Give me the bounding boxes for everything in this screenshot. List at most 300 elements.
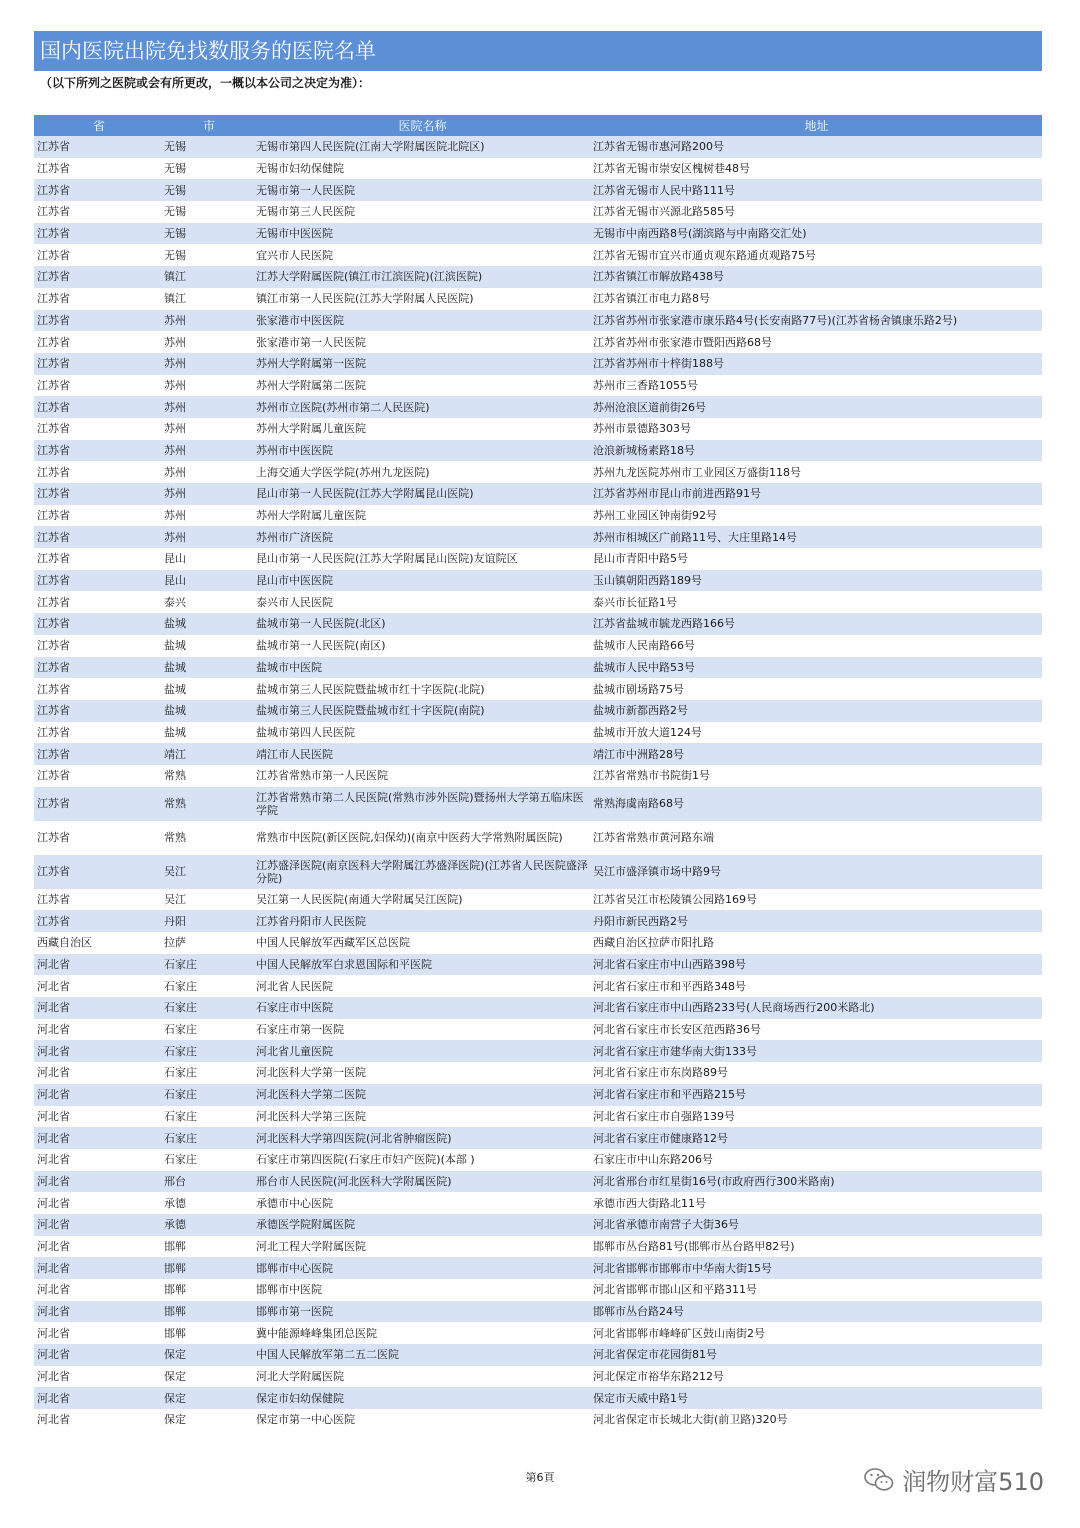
table-row [34,1062,1042,1084]
cell-city: 邯郸 [164,1301,254,1323]
cell-hospital-name: 张家港市第一人民医院 [254,331,591,353]
cell-city: 石家庄 [164,1084,254,1106]
cell-city: 石家庄 [164,1062,254,1084]
cell-address: 河北省邯郸市峰峰矿区鼓山南街2号 [591,1322,1042,1344]
cell-city: 盐城 [164,678,254,700]
cell-province: 江苏省 [34,700,164,722]
cell-hospital-name: 苏州市立医院(苏州市第二人民医院) [254,396,591,418]
cell-address: 江苏省苏州市昆山市前进西路91号 [591,483,1042,505]
cell-hospital-name: 盐城市第三人民医院暨盐城市红十字医院(北院) [254,678,591,700]
cell-city: 无锡 [164,223,254,245]
cell-hospital-name: 昆山市第一人民医院(江苏大学附属昆山医院) [254,483,591,505]
cell-hospital-name: 河北医科大学第一医院 [254,1062,591,1084]
cell-province: 江苏省 [34,722,164,744]
table-row [34,975,1042,997]
table-row [34,1106,1042,1128]
cell-hospital-name: 石家庄市第一医院 [254,1019,591,1041]
table-row [34,700,1042,722]
cell-city: 邢台 [164,1171,254,1193]
cell-city: 苏州 [164,440,254,462]
cell-city: 苏州 [164,505,254,527]
cell-province: 江苏省 [34,526,164,548]
cell-city: 承德 [164,1214,254,1236]
table-row [34,310,1042,332]
table-row [34,954,1042,976]
cell-hospital-name: 昆山市第一人民医院(江苏大学附属昆山医院)友谊院区 [254,548,591,570]
cell-city: 苏州 [164,310,254,332]
cell-address: 江苏省常熟市书院街1号 [591,765,1042,787]
cell-province: 河北省 [34,1366,164,1388]
table-row [34,1127,1042,1149]
cell-province: 江苏省 [34,678,164,700]
cell-hospital-name: 中国人民解放军西藏军区总医院 [254,932,591,954]
cell-province: 河北省 [34,1192,164,1214]
cell-hospital-name: 河北省儿童医院 [254,1040,591,1062]
cell-hospital-name: 承德医学院附属医院 [254,1214,591,1236]
table-row [34,223,1042,245]
cell-hospital-name: 盐城市中医院 [254,657,591,679]
cell-hospital-name: 宜兴市人民医院 [254,244,591,266]
cell-province: 江苏省 [34,418,164,440]
cell-city: 苏州 [164,461,254,483]
cell-province: 河北省 [34,1062,164,1084]
cell-province: 河北省 [34,975,164,997]
cell-hospital-name: 无锡市妇幼保健院 [254,158,591,180]
cell-address: 江苏省盐城市毓龙西路166号 [591,613,1042,635]
cell-city: 苏州 [164,483,254,505]
table-row [34,570,1042,592]
cell-hospital-name: 中国人民解放军第二五二医院 [254,1344,591,1366]
cell-city: 镇江 [164,288,254,310]
cell-province: 江苏省 [34,889,164,911]
table-row [34,201,1042,223]
cell-hospital-name: 承德市中心医院 [254,1192,591,1214]
cell-city: 承德 [164,1192,254,1214]
table-row [34,375,1042,397]
cell-city: 苏州 [164,353,254,375]
cell-city: 石家庄 [164,1149,254,1171]
cell-address: 承德市西大街路北11号 [591,1192,1042,1214]
cell-hospital-name: 冀中能源峰峰集团总医院 [254,1322,591,1344]
cell-hospital-name: 保定市第一中心医院 [254,1409,591,1431]
table-row [34,855,1042,889]
cell-hospital-name: 吴江第一人民医院(南通大学附属吴江医院) [254,889,591,911]
cell-city: 石家庄 [164,954,254,976]
cell-province: 河北省 [34,1409,164,1431]
cell-hospital-name: 张家港市中医医院 [254,310,591,332]
cell-province: 江苏省 [34,375,164,397]
table-row [34,932,1042,954]
cell-province: 西藏自治区 [34,932,164,954]
cell-city: 保定 [164,1344,254,1366]
cell-province: 江苏省 [34,223,164,245]
cell-hospital-name: 上海交通大学医学院(苏州九龙医院) [254,461,591,483]
cell-province: 江苏省 [34,440,164,462]
cell-address: 盐城市新都西路2号 [591,700,1042,722]
cell-city: 石家庄 [164,975,254,997]
table-row [34,1322,1042,1344]
cell-hospital-name: 江苏省常熟市第一人民医院 [254,765,591,787]
cell-province: 河北省 [34,1344,164,1366]
cell-address: 无锡市中南西路8号(湖滨路与中南路交汇处) [591,223,1042,245]
cell-province: 河北省 [34,1236,164,1258]
cell-address: 河北省保定市长城北大街(前卫路)320号 [591,1409,1042,1431]
cell-city: 石家庄 [164,1127,254,1149]
cell-province: 河北省 [34,1279,164,1301]
cell-province: 江苏省 [34,855,164,889]
cell-city: 苏州 [164,396,254,418]
cell-address: 苏州市三香路1055号 [591,375,1042,397]
cell-province: 江苏省 [34,591,164,613]
table-row [34,821,1042,855]
cell-hospital-name: 中国人民解放军白求恩国际和平医院 [254,954,591,976]
table-row [34,910,1042,932]
cell-city: 石家庄 [164,1040,254,1062]
header-hospital-name: 医院名称 [254,115,591,136]
cell-province: 江苏省 [34,821,164,855]
cell-city: 无锡 [164,136,254,158]
table-row [34,997,1042,1019]
cell-hospital-name: 河北大学附属医院 [254,1366,591,1388]
cell-hospital-name: 泰兴市人民医院 [254,591,591,613]
cell-province: 江苏省 [34,353,164,375]
cell-province: 河北省 [34,997,164,1019]
watermark-text: 润物财富510 [902,1468,1044,1496]
cell-hospital-name: 江苏盛泽医院(南京医科大学附属江苏盛泽医院)(江苏省人民医院盛泽分院) [254,855,591,889]
cell-province: 河北省 [34,1019,164,1041]
cell-city: 吴江 [164,889,254,911]
table-row [34,1387,1042,1409]
cell-address: 河北省邯郸市邯郸市中华南大街15号 [591,1257,1042,1279]
header-city: 市 [164,115,254,136]
cell-city: 保定 [164,1366,254,1388]
table-row [34,1257,1042,1279]
cell-address: 河北省石家庄市和平西路215号 [591,1084,1042,1106]
table-row [34,1236,1042,1258]
table-row [34,440,1042,462]
cell-province: 河北省 [34,1106,164,1128]
cell-city: 苏州 [164,375,254,397]
cell-province: 江苏省 [34,505,164,527]
cell-hospital-name: 邯郸市第一医院 [254,1301,591,1323]
cell-address: 河北省邯郸市邯山区和平路311号 [591,1279,1042,1301]
cell-province: 江苏省 [34,310,164,332]
header-address: 地址 [591,115,1042,136]
table-row [34,1019,1042,1041]
cell-province: 河北省 [34,954,164,976]
cell-province: 河北省 [34,1040,164,1062]
cell-province: 江苏省 [34,743,164,765]
cell-city: 苏州 [164,526,254,548]
cell-city: 无锡 [164,158,254,180]
table-row [34,743,1042,765]
cell-address: 河北省邢台市红星街16号(市政府西行300米路南) [591,1171,1042,1193]
table-row [34,179,1042,201]
cell-city: 吴江 [164,855,254,889]
table-row [34,396,1042,418]
cell-address: 河北保定市裕华东路212号 [591,1366,1042,1388]
cell-hospital-name: 江苏省常熟市第二人民医院(常熟市涉外医院)暨扬州大学第五临床医学院 [254,787,591,821]
cell-hospital-name: 无锡市中医医院 [254,223,591,245]
cell-address: 盐城市人民南路66号 [591,635,1042,657]
table-row [34,418,1042,440]
cell-province: 江苏省 [34,570,164,592]
hospital-table [34,115,1042,1431]
cell-address: 河北省承德市南营子大街36号 [591,1214,1042,1236]
table-row [34,657,1042,679]
cell-address: 河北省石家庄市和平西路348号 [591,975,1042,997]
cell-address: 盐城市人民中路53号 [591,657,1042,679]
header-province: 省 [34,115,164,136]
cell-address: 江苏省镇江市解放路438号 [591,266,1042,288]
cell-province: 江苏省 [34,461,164,483]
cell-address: 河北省石家庄市中山西路398号 [591,954,1042,976]
cell-hospital-name: 盐城市第一人民医院(北区) [254,613,591,635]
cell-province: 江苏省 [34,635,164,657]
table-row [34,1366,1042,1388]
cell-hospital-name: 无锡市第一人民医院 [254,179,591,201]
table-row [34,1214,1042,1236]
cell-hospital-name: 镇江市第一人民医院(江苏大学附属人民医院) [254,288,591,310]
table-row [34,505,1042,527]
cell-city: 邯郸 [164,1257,254,1279]
cell-province: 江苏省 [34,201,164,223]
cell-hospital-name: 常熟市中医院(新区医院,妇保幼)(南京中医药大学常熟附属医院) [254,821,591,855]
table-row [34,787,1042,821]
cell-city: 无锡 [164,179,254,201]
cell-address: 盐城市剧场路75号 [591,678,1042,700]
cell-city: 丹阳 [164,910,254,932]
cell-city: 盐城 [164,635,254,657]
page-subtitle: （以下所列之医院或会有所更改，一概以本公司之决定为准）： [40,76,371,90]
cell-city: 无锡 [164,201,254,223]
cell-province: 江苏省 [34,244,164,266]
cell-province: 河北省 [34,1171,164,1193]
wechat-icon [864,1467,894,1493]
cell-address: 玉山镇朝阳西路189号 [591,570,1042,592]
table-row [34,526,1042,548]
cell-address: 江苏省苏州市张家港市康乐路4号(长安南路77号)(江苏省杨舍镇康乐路2号) [591,310,1042,332]
cell-address: 江苏省苏州市张家港市暨阳西路68号 [591,331,1042,353]
cell-address: 保定市天威中路1号 [591,1387,1042,1409]
cell-hospital-name: 邯郸市中医院 [254,1279,591,1301]
cell-address: 邯郸市丛台路24号 [591,1301,1042,1323]
cell-province: 江苏省 [34,765,164,787]
cell-city: 盐城 [164,657,254,679]
cell-province: 河北省 [34,1127,164,1149]
cell-hospital-name: 邯郸市中心医院 [254,1257,591,1279]
cell-hospital-name: 江苏大学附属医院(镇江市江滨医院)(江滨医院) [254,266,591,288]
table-row [34,613,1042,635]
cell-city: 拉萨 [164,932,254,954]
cell-city: 石家庄 [164,1106,254,1128]
cell-address: 河北省石家庄市东岗路89号 [591,1062,1042,1084]
cell-hospital-name: 苏州大学附属儿童医院 [254,505,591,527]
cell-city: 靖江 [164,743,254,765]
cell-address: 河北省保定市花园街81号 [591,1344,1042,1366]
cell-province: 江苏省 [34,787,164,821]
cell-address: 江苏省吴江市松陵镇公园路169号 [591,889,1042,911]
cell-hospital-name: 昆山市中医医院 [254,570,591,592]
cell-hospital-name: 盐城市第一人民医院(南区) [254,635,591,657]
cell-hospital-name: 盐城市第四人民医院 [254,722,591,744]
cell-address: 石家庄市中山东路206号 [591,1149,1042,1171]
table-row [34,158,1042,180]
cell-province: 河北省 [34,1322,164,1344]
cell-city: 苏州 [164,331,254,353]
cell-address: 苏州沧浪区道前街26号 [591,396,1042,418]
cell-hospital-name: 河北省人民医院 [254,975,591,997]
cell-hospital-name: 邢台市人民医院(河北医科大学附属医院) [254,1171,591,1193]
cell-province: 河北省 [34,1257,164,1279]
cell-address: 盐城市开放大道124号 [591,722,1042,744]
cell-province: 河北省 [34,1387,164,1409]
table-row [34,591,1042,613]
cell-address: 邯郸市丛台路81号(邯郸市丛台路甲82号) [591,1236,1042,1258]
cell-city: 保定 [164,1409,254,1431]
cell-city: 镇江 [164,266,254,288]
cell-city: 常熟 [164,765,254,787]
cell-province: 江苏省 [34,179,164,201]
cell-address: 河北省石家庄市健康路12号 [591,1127,1042,1149]
table-row [34,288,1042,310]
cell-address: 江苏省苏州市十梓街188号 [591,353,1042,375]
cell-province: 江苏省 [34,613,164,635]
table-row [34,483,1042,505]
cell-hospital-name: 无锡市第四人民医院(江南大学附属医院北院区) [254,136,591,158]
table-row [34,1344,1042,1366]
table-row [34,1084,1042,1106]
watermark [864,1462,1044,1497]
cell-province: 河北省 [34,1084,164,1106]
cell-province: 江苏省 [34,331,164,353]
cell-address: 河北省石家庄市建华南大街133号 [591,1040,1042,1062]
cell-address: 河北省石家庄市自强路139号 [591,1106,1042,1128]
cell-address: 泰兴市长征路1号 [591,591,1042,613]
cell-hospital-name: 盐城市第三人民医院暨盐城市红十字医院(南院) [254,700,591,722]
table-row [34,889,1042,911]
cell-city: 盐城 [164,722,254,744]
cell-address: 江苏省无锡市人民中路111号 [591,179,1042,201]
cell-address: 苏州市相城区广前路11号、大庄里路14号 [591,526,1042,548]
cell-province: 江苏省 [34,657,164,679]
cell-hospital-name: 苏州市中医医院 [254,440,591,462]
cell-address: 江苏省无锡市兴源北路585号 [591,201,1042,223]
cell-province: 江苏省 [34,396,164,418]
table-row [34,678,1042,700]
cell-city: 石家庄 [164,997,254,1019]
cell-hospital-name: 保定市妇幼保健院 [254,1387,591,1409]
cell-address: 西藏自治区拉萨市阳扎路 [591,932,1042,954]
cell-hospital-name: 河北工程大学附属医院 [254,1236,591,1258]
cell-address: 沧浪新城杨素路18号 [591,440,1042,462]
cell-address: 江苏省无锡市崇安区槐树巷48号 [591,158,1042,180]
cell-city: 邯郸 [164,1236,254,1258]
table-header-row [34,115,1042,136]
cell-address: 江苏省无锡市惠河路200号 [591,136,1042,158]
cell-city: 盐城 [164,613,254,635]
cell-address: 昆山市青阳中路5号 [591,548,1042,570]
table-row [34,1192,1042,1214]
cell-province: 江苏省 [34,158,164,180]
cell-city: 昆山 [164,548,254,570]
table-row [34,331,1042,353]
cell-city: 苏州 [164,418,254,440]
cell-address: 靖江市中洲路28号 [591,743,1042,765]
table-row [34,1149,1042,1171]
table-row [34,1171,1042,1193]
cell-hospital-name: 石家庄市中医院 [254,997,591,1019]
cell-province: 江苏省 [34,288,164,310]
table-row [34,266,1042,288]
cell-hospital-name: 石家庄市第四医院(石家庄市妇产医院)(本部 ) [254,1149,591,1171]
cell-address: 苏州工业园区钟南街92号 [591,505,1042,527]
table-row [34,765,1042,787]
cell-province: 江苏省 [34,266,164,288]
cell-city: 石家庄 [164,1019,254,1041]
table-row [34,353,1042,375]
cell-hospital-name: 无锡市第三人民医院 [254,201,591,223]
cell-province: 江苏省 [34,483,164,505]
table-row [34,722,1042,744]
cell-city: 常熟 [164,787,254,821]
cell-city: 泰兴 [164,591,254,613]
cell-hospital-name: 靖江市人民医院 [254,743,591,765]
table-row [34,1409,1042,1431]
table-row [34,461,1042,483]
cell-hospital-name: 苏州市广济医院 [254,526,591,548]
table-row [34,1040,1042,1062]
cell-province: 江苏省 [34,548,164,570]
table-row [34,548,1042,570]
cell-city: 无锡 [164,244,254,266]
cell-hospital-name: 河北医科大学第三医院 [254,1106,591,1128]
cell-address: 江苏省常熟市黄河路东端 [591,821,1042,855]
table-row [34,1279,1042,1301]
cell-city: 保定 [164,1387,254,1409]
table-row [34,244,1042,266]
cell-city: 邯郸 [164,1279,254,1301]
cell-address: 丹阳市新民西路2号 [591,910,1042,932]
cell-hospital-name: 苏州大学附属儿童医院 [254,418,591,440]
page-title: 国内医院出院免找数服务的医院名单 [34,31,1042,71]
cell-city: 盐城 [164,700,254,722]
cell-hospital-name: 苏州大学附属第二医院 [254,375,591,397]
cell-hospital-name: 苏州大学附属第一医院 [254,353,591,375]
cell-hospital-name: 河北医科大学第二医院 [254,1084,591,1106]
cell-address: 吴江市盛泽镇市场中路9号 [591,855,1042,889]
cell-city: 邯郸 [164,1322,254,1344]
cell-province: 河北省 [34,1301,164,1323]
cell-city: 昆山 [164,570,254,592]
cell-address: 常熟海虞南路68号 [591,787,1042,821]
cell-hospital-name: 河北医科大学第四医院(河北省肿瘤医院) [254,1127,591,1149]
table-row [34,136,1042,158]
cell-address: 苏州九龙医院苏州市工业园区万盛街118号 [591,461,1042,483]
cell-city: 常熟 [164,821,254,855]
cell-province: 江苏省 [34,136,164,158]
cell-province: 河北省 [34,1214,164,1236]
cell-address: 河北省石家庄市长安区范西路36号 [591,1019,1042,1041]
cell-address: 江苏省无锡市宜兴市通贞观东路通贞观路75号 [591,244,1042,266]
cell-address: 江苏省镇江市电力路8号 [591,288,1042,310]
table-body [34,136,1042,1431]
table-row [34,1301,1042,1323]
cell-province: 河北省 [34,1149,164,1171]
cell-address: 苏州市景德路303号 [591,418,1042,440]
page-number: 第6頁 [525,1471,555,1484]
cell-address: 河北省石家庄市中山西路233号(人民商场西行200米路北) [591,997,1042,1019]
